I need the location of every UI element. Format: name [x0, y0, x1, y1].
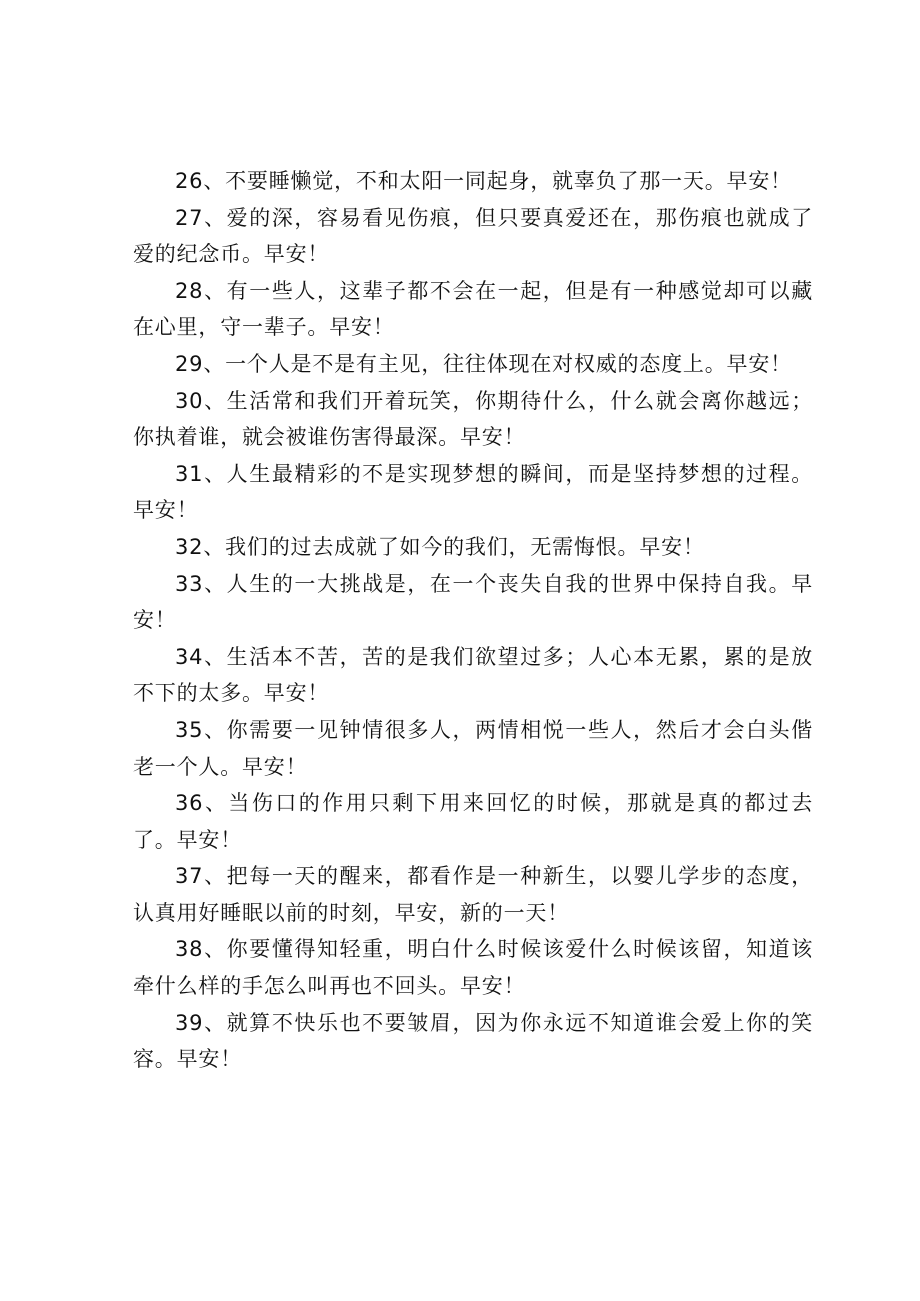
paragraph-39: 39、就算不快乐也不要皱眉，因为你永远不知道谁会爱上你的笑容。早安！ [133, 1010, 813, 1072]
paragraph-27: 27、爱的深，容易看见伤痕，但只要真爱还在，那伤痕也就成了爱的纪念币。早安！ [133, 205, 813, 267]
paragraph-30: 30、生活常和我们开着玩笑，你期待什么，什么就会离你越远；你执着谁，就会被谁伤害得最深。早安！ [133, 388, 813, 450]
paragraph-28: 28、有一些人，这辈子都不会在一起，但是有一种感觉却可以藏在心里，守一辈子。早安！ [133, 278, 813, 340]
paragraph-37: 37、把每一天的醒来，都看作是一种新生，以婴儿学步的态度，认真用好睡眠以前的时刻，早安，新的一天！ [133, 864, 813, 925]
paragraph-31: 31、人生最精彩的不是实现梦想的瞬间，而是坚持梦想的过程。早安！ [133, 461, 813, 523]
paragraph-34: 34、生活本不苦，苦的是我们欲望过多；人心本无累，累的是放不下的太多。早安！ [133, 644, 813, 706]
paragraph-38: 38、你要懂得知轻重，明白什么时候该爱什么时候该留，知道该牵什么样的手怎么叫再也不回头。早安！ [133, 937, 813, 999]
paragraph-32: 32、我们的过去成就了如今的我们，无需悔恨。早安！ [175, 534, 705, 559]
paragraph-29: 29、一个人是不是有主见，往往体现在对权威的态度上。早安！ [175, 351, 792, 376]
document-body [133, 163, 813, 1078]
paragraph-26: 26、不要睡懒觉，不和太阳一同起身，就辜负了那一天。早安！ [175, 169, 792, 193]
paragraph-33: 33、人生的一大挑战是，在一个丧失自我的世界中保持自我。早安！ [133, 571, 813, 633]
paragraph-35: 35、你需要一见钟情很多人，两情相悦一些人，然后才会白头偕老一个人。早安！ [133, 717, 813, 779]
paragraph-36: 36、当伤口的作用只剩下用来回忆的时候，那就是真的都过去了。早安！ [133, 791, 813, 852]
